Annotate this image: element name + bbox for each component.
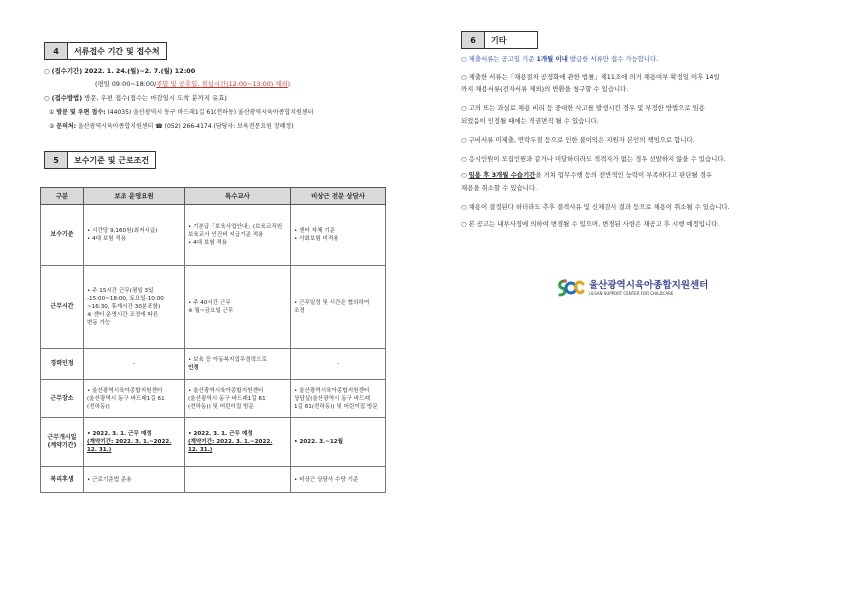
row-header	[41, 418, 84, 467]
row-header	[41, 266, 84, 349]
cell-text: 12. 31.)	[188, 447, 213, 453]
note-text: ○ 구비서류 미제출, 연락두절 등으로 인한 불이익은 지원자 본인의 책임으로 합니다.	[461, 136, 695, 144]
contact-line	[49, 122, 294, 131]
table-cell	[291, 349, 386, 380]
section-number: 5	[45, 152, 68, 168]
note-text: 제출서류는 공고일 기준	[468, 55, 537, 63]
cell-text: • 울산광역시육아종합지원센터	[294, 387, 370, 394]
cell-text: (전하동)) 및 어린이집 방문	[188, 403, 254, 410]
cell-text: • 근무일정 및 시간은 협의하여	[294, 300, 370, 306]
cell-text: ※ 센터 운영시간 조정에 따른	[87, 312, 159, 318]
row-header	[41, 467, 84, 493]
row-header	[41, 349, 84, 380]
receipt-address-label: 방문 및 우편 접수:	[56, 109, 106, 116]
cell-text: • 4대 보험 적용	[87, 236, 127, 242]
table-cell	[84, 380, 185, 418]
cell-text: • 근로기준법 준용	[87, 476, 132, 483]
note-text: ○ 응시인원이 모집인원과 같거나 미달하더라도 적격자가 없는 경우 선발하지 않을 수 있습니다.	[461, 155, 726, 163]
item-number: ①	[49, 109, 57, 116]
cell-text: 1길 61(전하동)) 및 어린이집 방문	[294, 403, 378, 410]
excluded-times: 주말 및 공휴일, 점심시간(12:00~13:00) 제외	[156, 80, 288, 88]
note-text: ○ 본 공고는 내부사정에 의하여 변경될 수 있으며, 변경된 사항은 재공고 후 시행 예정입니다.	[461, 220, 720, 228]
table-row	[41, 467, 386, 493]
note-dismissal	[461, 103, 705, 113]
receipt-period-line	[44, 67, 195, 76]
table-header-row	[41, 188, 386, 205]
section-4-header	[44, 42, 167, 60]
note-no-selection	[461, 154, 726, 164]
item-number: ②	[49, 123, 57, 130]
table-row	[41, 266, 386, 349]
logo-korean-name: 울산광역시육아종합지원센터	[589, 280, 709, 291]
note-text: ○ 고의 또는 과실로 채용 비리 등 중대한 사고를 발생시킨 경우 및 부정한 방법으로 임용	[461, 104, 705, 112]
section-number: 6	[462, 32, 485, 48]
note-change	[461, 219, 719, 229]
cell-text: • 센터 자체 기준	[294, 228, 336, 234]
table-cell	[291, 380, 386, 418]
row-header-text: (계약기간)	[47, 442, 77, 449]
note-text: 발급한 서류만 접수 가능합니다.	[567, 55, 659, 63]
table-cell	[84, 418, 185, 467]
receipt-method: 방문, 우편 접수(접수는 마감일시 도착 분까지 유효)	[82, 94, 227, 102]
cell-text: • 울산광역시육아종합지원센터	[87, 387, 163, 394]
cell-text: (울산광역시 동구 바드래1길 61	[87, 395, 165, 402]
cell-text: -	[336, 361, 340, 367]
cell-text: • 보육 등 아동복지업무경력으로	[188, 357, 267, 363]
note-documents-return-cont	[461, 84, 628, 94]
bullet: ○	[44, 67, 52, 75]
cell-text: (계약기간: 2022. 3. 1.~2022.	[87, 439, 172, 445]
cell-text: • 울산광역시육아종합지원센터	[188, 387, 264, 394]
column-header: 비상근 전문 상담사	[291, 188, 386, 205]
note-text: 되었음이 인정될 때에는 직권면직 될 수 있습니다.	[461, 117, 599, 125]
row-header	[41, 205, 84, 266]
cell-text: ※ 월~금요일 근무	[188, 308, 234, 314]
note-text: ○ 채용이 결정된다 하더라도 추후 결격사유 및 신체검사 결과 등으로 채용이 취소될 수 있습니다.	[461, 203, 730, 211]
cell-text: 보육교사 인건비 지급기준 적용	[188, 232, 264, 238]
column-header: 특수교사	[185, 188, 291, 205]
cell-text: • 4대 보험 적용	[188, 240, 228, 246]
cell-text: (울산광역시 동구 바드래1길 61	[188, 395, 266, 402]
receipt-period: (접수기간) 2022. 1. 24.(월)~2. 7.(월) 12:00	[51, 67, 196, 75]
receipt-hours-line: (평일 09:00~18:00/주말 및 공휴일, 점심시간(12:00~13:00) 제외)	[95, 80, 291, 88]
contact-label: 문의처:	[56, 123, 77, 130]
note-dismissal-cont	[461, 116, 599, 126]
cell-text: • 2022. 3.~12월	[294, 439, 344, 445]
cell-text: • 주 15시간 근무(평일 3일	[87, 288, 154, 294]
column-header: 구분	[41, 188, 84, 205]
cell-text: -	[132, 361, 136, 367]
table-cell	[84, 205, 185, 266]
cell-text: 변동 가능	[87, 320, 111, 326]
cell-text: 12. 31.)	[87, 447, 112, 453]
note-documents-return	[461, 72, 720, 82]
table-row	[41, 349, 386, 380]
table-cell	[291, 266, 386, 349]
table-row	[41, 380, 386, 418]
note-text: 까지 채용서류(전자서류 제외)의 반환을 청구할 수 있습니다.	[461, 85, 629, 93]
row-header-text: 근무시간	[50, 303, 74, 310]
note-emphasis: 임용 후 3개월 수습기간	[468, 171, 536, 179]
note-responsibility	[461, 135, 695, 145]
table-cell	[84, 349, 185, 380]
note-emphasis: 1개월 이내	[536, 55, 568, 63]
section-title: 기타	[485, 32, 537, 48]
cell-text: • 비상근 상담사 수당 기준	[294, 476, 359, 483]
table-cell	[185, 418, 291, 467]
section-5-header	[44, 151, 156, 169]
cell-text: • 2022. 3. 1. 근무 예정	[188, 431, 253, 437]
note-probation	[461, 170, 712, 180]
table-row	[41, 418, 386, 467]
cell-text: • 기본급「보육사업안내」(보육교직원	[188, 224, 283, 230]
table-cell	[185, 266, 291, 349]
row-header-text: 근무장소	[50, 394, 74, 402]
cell-text: • 시간당 9,160원(최저시급)	[87, 228, 158, 234]
cell-text: 조정	[294, 308, 305, 314]
logo-mark-icon	[557, 277, 585, 299]
cell-text: (전하동))	[87, 403, 110, 410]
note-text: 채용을 취소할 수 있습니다.	[461, 184, 538, 192]
row-header-text: 복리후생	[50, 475, 74, 483]
section-6-header	[461, 31, 538, 49]
receipt-method-line	[44, 94, 227, 103]
logo-english-name: ULSAN SUPPORT CENTER FOR CHILDCARE	[589, 291, 674, 296]
cell-text: -15:00~18:00, 토요일-10:00	[87, 296, 164, 302]
table-cell	[84, 467, 185, 493]
note-documents-period	[461, 54, 658, 64]
bullet: ○	[461, 55, 469, 63]
row-header	[41, 380, 84, 418]
table-cell	[185, 205, 291, 266]
weekday-hours: (평일 09:00~18:00/	[95, 80, 157, 88]
table-cell	[185, 349, 291, 380]
bullet: ○	[44, 94, 52, 102]
section-title: 서류접수 기간 및 접수처	[68, 43, 166, 59]
row-header-text: 경력인정	[50, 360, 74, 367]
conditions-table	[40, 187, 386, 493]
cell-text: 상담실(울산광역시 동구 바드래	[294, 395, 370, 402]
table-cell	[185, 467, 291, 493]
row-header-text: 보수기준	[50, 231, 74, 238]
table-cell	[291, 418, 386, 467]
table-row	[41, 205, 386, 266]
cell-text: 인정	[188, 365, 199, 371]
table-cell	[185, 380, 291, 418]
section-title: 보수기준 및 근로조건	[68, 152, 155, 168]
row-header-text: 근무개시일	[47, 434, 77, 441]
cell-text: (계약기간: 2022. 3. 1.~2022.	[188, 439, 273, 445]
cell-text: • 사회보험 미적용	[294, 236, 339, 242]
column-header: 보조 운영요원	[84, 188, 185, 205]
note-text: ○ 제출한 서류는「채용절차 공정화에 관한 법률」제11조에 의거 채용여부 확정일 이후 14일	[461, 73, 720, 81]
center-logo	[557, 277, 708, 299]
table-cell	[291, 205, 386, 266]
receipt-address-line	[49, 108, 313, 117]
section-number: 4	[45, 43, 68, 59]
cell-text: • 주 40시간 근무	[188, 300, 231, 306]
receipt-address: (44035) 울산광역시 동구 바드래1길 61(전하동) 울산광역시육아종합지원센터	[105, 109, 314, 116]
table-cell	[291, 467, 386, 493]
bullet: ○	[461, 171, 469, 179]
contact-info: 울산광역시육아종합지원센터 ☎ (052) 266-4174 (담당자: 보육전문요원 장혜정)	[76, 123, 294, 130]
note-cancellation	[461, 202, 730, 212]
note-text: 을 거쳐 업무수행 등의 전반적인 능력이 부족하다고 판단될 경우	[535, 171, 713, 179]
receipt-method-label: (접수방법)	[51, 94, 83, 102]
note-probation-cont	[461, 183, 537, 193]
cell-text: ~16:30, 휴게시간 30분포함)	[87, 304, 161, 310]
cell-text: • 2022. 3. 1. 근무 예정	[87, 431, 152, 437]
table-cell	[84, 266, 185, 349]
